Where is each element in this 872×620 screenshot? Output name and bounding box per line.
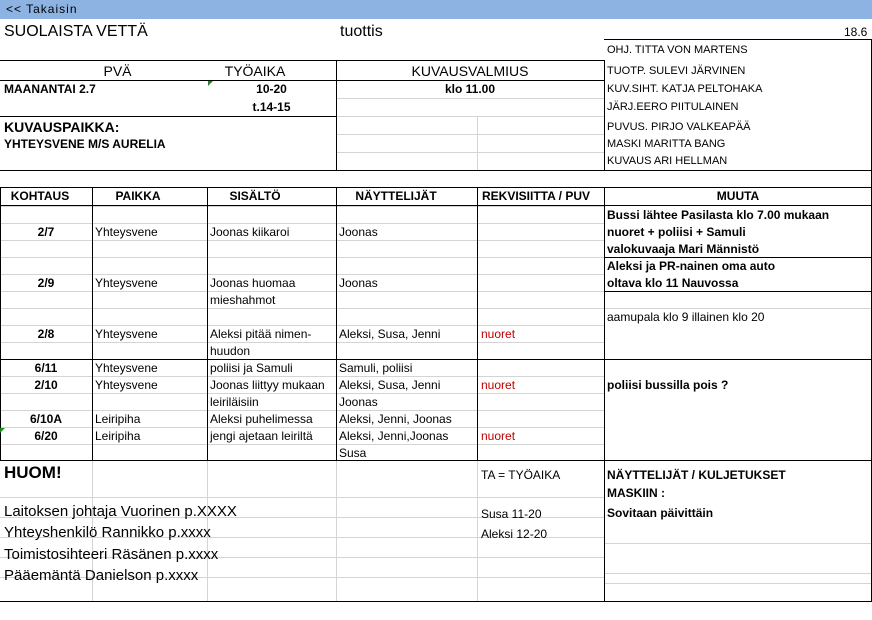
worktime-value: 10-20 [256,82,287,96]
table-row-props: nuoret [481,429,516,443]
table-row-props: nuoret [481,327,516,341]
day-value: MAANANTAI 2.7 [4,82,96,96]
huom-heading: HUOM! [4,463,62,482]
table-row-scene: 2/8 [37,327,55,341]
table-row-content: jengi ajetaan leiriltä [210,429,313,443]
table-row-place: Yhteysvene [95,327,158,341]
crew-organizer: JÄRJ.EERO PIITULAINEN [607,101,739,113]
table-row-actors: Samuli, poliisi [339,361,413,375]
table-row-actors: Aleksi, Susa, Jenni [339,327,441,341]
company-name: tuottis [340,23,383,40]
table-row-place: Leiripiha [95,429,141,443]
crew-makeup: MASKI MARITTA BANG [607,138,726,150]
note-bus: Bussi lähtee Pasilasta klo 7.00 mukaan [607,208,830,222]
table-row-actors-cont: Susa [339,446,367,460]
day-header: PVÄ [103,63,132,79]
back-link[interactable]: << Takaisin [6,2,78,16]
table-row-actors: Aleksi, Jenni, Joonas [339,412,452,426]
crew-director: OHJ. TITTA VON MARTENS [607,44,748,56]
table-row-place: Yhteysvene [95,361,158,375]
col-header-scene: KOHTAUS [10,189,70,203]
note-bus-passengers: nuoret + poliisi + Samuli [607,225,746,239]
crew-costume: PUVUS. PIRJO VALKEAPÄÄ [607,121,751,133]
table-row-props: nuoret [481,378,516,392]
ta-time-aleksi: Aleksi 12-20 [481,527,548,541]
table-row-content: Aleksi pitää nimen- [210,327,312,341]
crew-producer: TUOTP. SULEVI JÄRVINEN [607,65,746,77]
table-row-content: Joonas huomaa [210,276,296,290]
table-row-content: Joonas liittyy mukaan [210,378,325,392]
contact-secretary: Toimistosihteeri Räsänen p.xxxx [4,546,219,563]
table-row-place: Yhteysvene [95,225,158,239]
table-row-scene: 2/10 [34,378,58,392]
table-row-place: Leiripiha [95,412,141,426]
ready-value: klo 11.00 [444,82,496,96]
location-value: YHTEYSVENE M/S AURELIA [4,137,166,151]
table-row-actors: Aleksi, Jenni,Joonas [339,429,449,443]
note-police: poliisi bussilla pois ? [607,378,729,392]
transport-label: NÄYTTELIJÄT / KULJETUKSET [607,468,786,482]
crew-camera: KUVAUS ARI HELLMAN [607,155,728,167]
table-row-scene: 6/11 [34,361,58,375]
location-label: KUVAUSPAIKKA: [4,119,120,135]
contact-hostess: Pääemäntä Danielson p.xxxx [4,567,199,584]
table-row-content-cont: mieshahmot [210,293,276,307]
sheet-date: 18.6 [844,25,868,39]
table-row-actors: Joonas [339,225,378,239]
ta-label: TA = TYÖAIKA [481,468,561,482]
table-row-scene: 6/10A [29,412,63,426]
table-row-scene: 2/9 [37,276,55,290]
ready-header: KUVAUSVALMIUS [411,63,529,79]
table-row-scene: 2/7 [37,225,55,239]
daily-note: Sovitaan päivittäin [607,506,714,520]
worktime-note: t.14-15 [252,100,291,114]
col-header-props: REKVISIITTA / PUV [482,189,591,203]
note-own-car: Aleksi ja PR-nainen oma auto [607,259,776,273]
col-header-actors: NÄYTTELIJÄT [355,189,437,203]
table-row-place: Yhteysvene [95,378,158,392]
table-row-actors: Aleksi, Susa, Jenni [339,378,441,392]
table-row-actors-cont: Joonas [339,395,378,409]
worktime-header: TYÖAIKA [224,63,286,79]
production-title: SUOLAISTA VETTÄ [4,23,148,40]
table-row-content-cont: huudon [210,344,251,358]
col-header-notes: MUUTA [716,189,760,203]
col-header-content: SISÄLTÖ [229,189,281,203]
note-arrival: oltava klo 11 Nauvossa [607,276,739,290]
contact-director: Laitoksen johtaja Vuorinen p.XXXX [4,503,237,520]
note-photographer: valokuvaaja Mari Männistö [607,242,760,256]
makeup-label: MASKIIN : [607,486,665,500]
col-header-place: PAIKKA [115,189,161,203]
table-row-actors: Joonas [339,276,378,290]
table-row-scene: 6/20 [34,429,58,443]
crew-script: KUV.SIHT. KATJA PELTOHAKA [607,83,763,95]
table-row-content: Joonas kiikaroi [210,225,290,239]
ta-time-susa: Susa 11-20 [481,507,542,521]
call-sheet [0,19,872,620]
table-row-place: Yhteysvene [95,276,158,290]
note-meals: aamupala klo 9 illainen klo 20 [607,310,765,324]
table-row-content: poliisi ja Samuli [210,361,293,375]
table-row-content-cont: leiriläisiin [210,395,259,409]
contact-liaison: Yhteyshenkilö Rannikko p.xxxx [4,524,211,541]
table-row-content: Aleksi puhelimessa [210,412,313,426]
top-bar [0,0,872,19]
